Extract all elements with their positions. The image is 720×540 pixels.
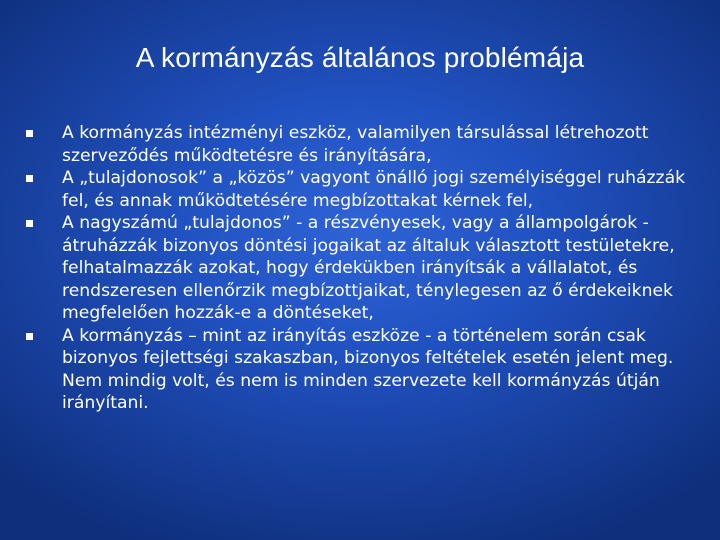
- square-bullet-icon: [26, 220, 33, 227]
- bullet-list: [24, 122, 704, 415]
- bullet-text: A kormányzás intézményi eszköz, valamilyen társulással létrehozott szerveződés működtetésre és irányítására,: [62, 123, 649, 166]
- square-bullet-icon: [26, 130, 33, 137]
- bullet-item: [24, 212, 704, 325]
- bullet-text: A nagyszámú „tulajdonos” - a részvényesek, vagy a állampolgárok - átruházzák bizonyos döntési jogaikat az általuk választott testületekre, felhatalmazzák azokat, hogy érdekükben irányítsák a vállalatot, és rendszeresen ellenőrzik megbízottjaikat, ténylegesen az ő érdekeiknek megfelelően hozzák-e a döntéseket,: [62, 213, 675, 323]
- slide-title: A kormányzás általános problémája: [135, 42, 585, 73]
- bullet-text: A „tulajdonosok” a „közös” vagyont önálló jogi személyiséggel ruházzák fel, és annak működtetésére megbízottakat kérnek fel,: [62, 168, 686, 211]
- bullet-item: [24, 122, 704, 167]
- bullet-item: [24, 167, 704, 212]
- square-bullet-icon: [26, 333, 33, 340]
- square-bullet-icon: [26, 175, 33, 182]
- bullet-item: [24, 325, 704, 415]
- bullet-text: A kormányzás – mint az irányítás eszköze - a történelem során csak bizonyos fejlettségi szakaszban, bizonyos feltételek esetén jelent meg. Nem mindig volt, és nem is minden szervezete kell kormányzás útján irányítani.: [62, 325, 674, 413]
